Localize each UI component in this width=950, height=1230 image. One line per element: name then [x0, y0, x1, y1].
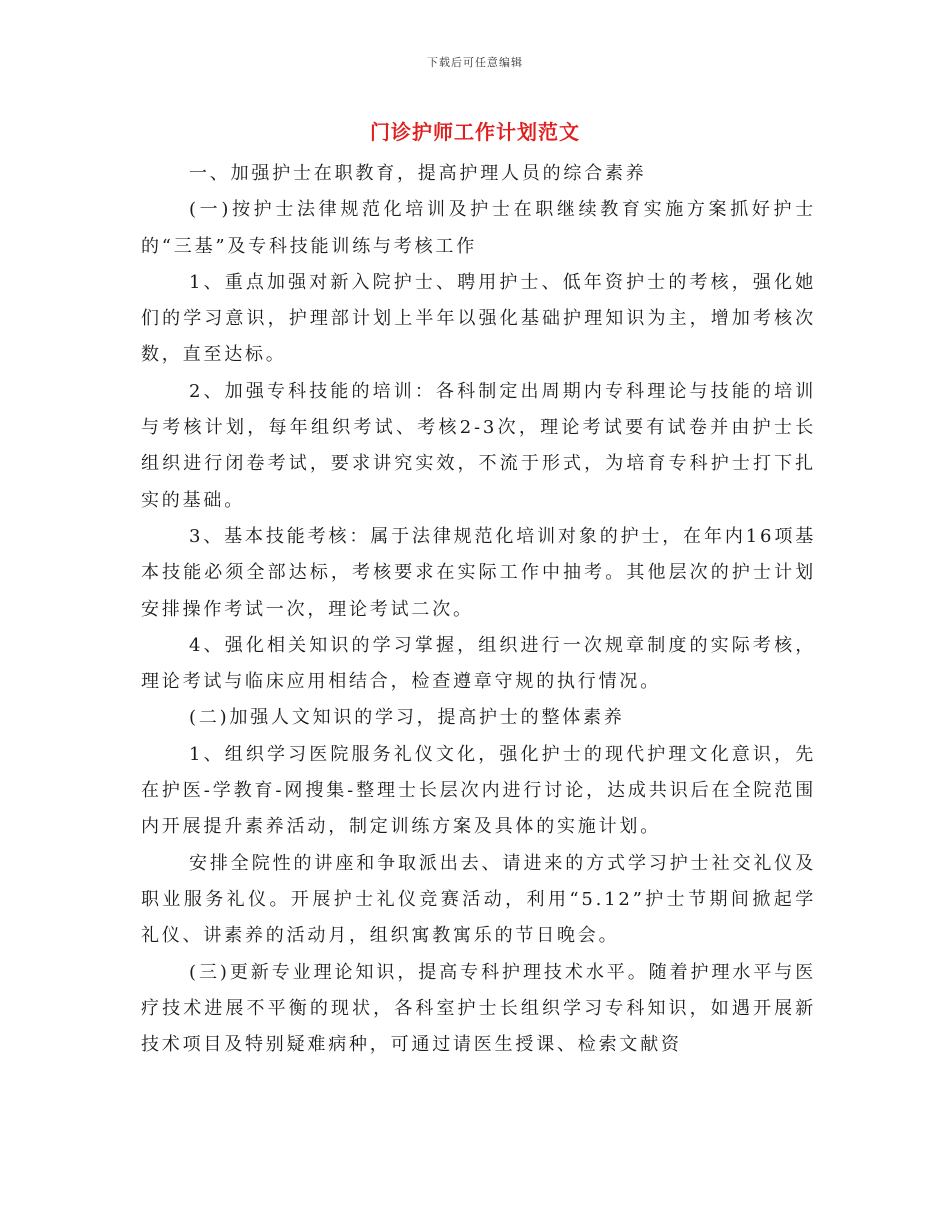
document-body [141, 156, 816, 1063]
paragraph: 安排全院性的讲座和争取派出去、请进来的方式学习护士社交礼仪及职业服务礼仪。开展护士礼仪竞赛活动，利用“5.12”护士节期间掀起学礼仪、讲素养的活动月，组织寓教寓乐的节日晚会。 [141, 852, 816, 947]
page-header-note: 下载后可任意编辑 [427, 56, 523, 69]
document-title: 门诊护师工作计划范文 [370, 120, 580, 144]
paragraph: 1、组织学习医院服务礼仪文化，强化护士的现代护理文化意识，先在护医-学教育-网搜集-整理士长层次内进行讨论，达成共识后在全院范围内开展提升素养活动，制定训练方案及具体的实施计划。 [141, 743, 816, 838]
subsection-heading-2: (二)加强人文知识的学习，提高护士的整体素养 [189, 707, 625, 729]
paragraph: 3、基本技能考核：属于法律规范化培训对象的护士，在年内16项基本技能必须全部达标，考核要求在实际工作中抽考。其他层次的护士计划安排操作考试一次，理论考试二次。 [141, 525, 816, 620]
section-heading-1: 一、加强护士在职教育，提高护理人员的综合素养 [189, 163, 647, 184]
paragraph: 4、强化相关知识的学习掌握，组织进行一次规章制度的实际考核，理论考试与临床应用相结合，检查遵章守规的执行情况。 [141, 634, 816, 693]
paragraph: (三)更新专业理论知识，提高专科护理技术水平。随着护理水平与医疗技术进展不平衡的现状，各科室护士长组织学习专科知识，如遇开展新技术项目及特别疑难病种，可通过请医生授课、检索文献资 [141, 961, 816, 1056]
paragraph: 1、重点加强对新入院护士、聘用护士、低年资护士的考核，强化她们的学习意识，护理部计划上半年以强化基础护理知识为主，增加考核次数，直至达标。 [141, 271, 816, 366]
subsection-heading-1: (一)按护士法律规范化培训及护士在职继续教育实施方案抓好护士的“三基”及专科技能训练与考核工作 [141, 199, 816, 257]
paragraph: 2、加强专科技能的培训：各科制定出周期内专科理论与技能的培训与考核计划，每年组织考试、考核2-3次，理论考试要有试卷并由护士长组织进行闭卷考试，要求讲究实效，不流于形式，为培育专科护士打下扎实的基础。 [141, 380, 816, 511]
